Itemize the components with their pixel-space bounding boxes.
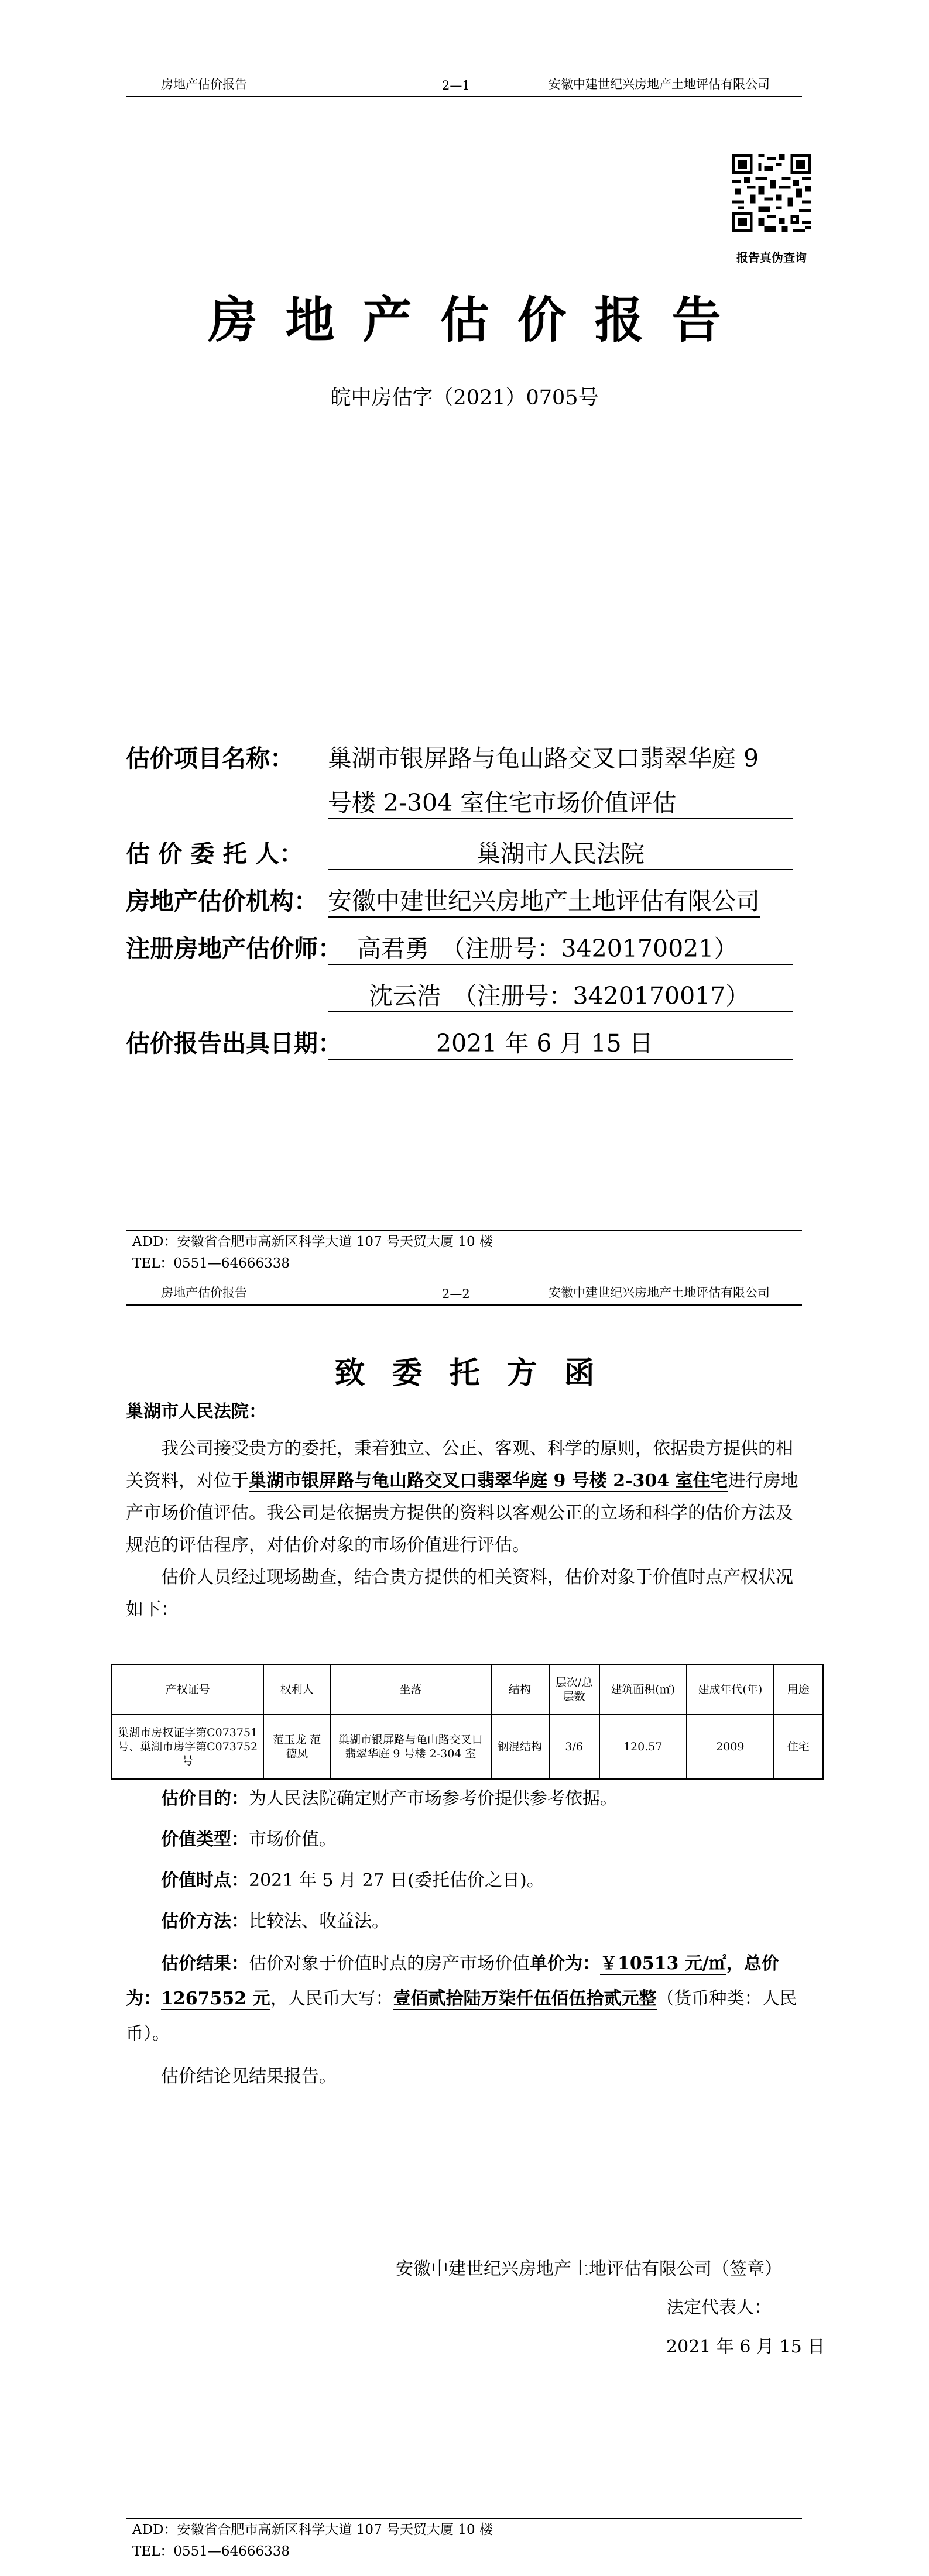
result-paragraph	[126, 1946, 805, 2052]
table-cell: 3/6	[549, 1715, 599, 1779]
page-header	[126, 76, 802, 97]
letter-title: 致委托方函	[334, 1355, 622, 1391]
footer-address: ADD：安徽省合肥市高新区科学大道 107 号天贸大厦 10 楼	[132, 2522, 493, 2537]
table-header-cell: 权利人	[263, 1664, 330, 1715]
value-time-text: 2021 年 5 月 27 日(委托估价之日)。	[249, 1870, 544, 1891]
header-page-number: 2—2	[442, 1287, 470, 1301]
project-value-line1: 巢湖市银屏路与龟山路交叉口翡翠华庭 9	[328, 744, 759, 772]
value-time-label: 价值时点：	[161, 1870, 249, 1891]
date-value-text: 2021 年 6 月 15 日	[436, 1029, 653, 1057]
table-header-cell: 建成年代(年)	[687, 1664, 774, 1715]
table-header-cell: 层次/总层数	[549, 1664, 599, 1715]
letter-date: 2021 年 6 月 15 日	[666, 2337, 825, 2357]
table-cell: 巢湖市银屏路与龟山路交叉口翡翠华庭 9 号楼 2-304 室	[330, 1715, 491, 1779]
table-header-row	[112, 1664, 823, 1715]
purpose-line	[126, 1782, 805, 1815]
header-page-number: 2—1	[442, 78, 470, 92]
result-upper: 壹佰贰拾陆万柒仟伍佰伍拾贰元整	[393, 1988, 657, 2009]
qr-caption: 报告真伪查询	[736, 250, 807, 265]
result-c: ，总价为：	[126, 1953, 779, 2009]
client-label: 估 价 委 托 人：	[126, 840, 304, 868]
document-number: 皖中房估字（2021）0705号	[330, 386, 599, 410]
conclusion-line: 估价结论见结果报告。	[161, 2066, 337, 2087]
salutation-text: 巢湖市人民法院：	[126, 1402, 266, 1422]
table-cell: 住宅	[774, 1715, 823, 1779]
client-value: 巢湖市人民法院	[328, 834, 793, 870]
project-value-line2: 号楼 2-304 室住宅市场价值评估	[328, 784, 793, 819]
table-cell: 巢湖市房权证字第C073751号、巢湖市房字第C073752号	[112, 1715, 263, 1779]
value-type-text: 市场价值。	[249, 1829, 337, 1850]
appraiser-1-text: 高君勇 （注册号：3420170021）	[357, 935, 738, 963]
result-label: 估价结果：	[161, 1953, 249, 1974]
table-header-cell: 用途	[774, 1664, 823, 1715]
agency-value: 安徽中建世纪兴房地产土地评估有限公司	[328, 882, 760, 918]
result-e: （货币种类：人民币）。	[126, 1988, 797, 2044]
page-footer	[126, 1230, 802, 1275]
method-text: 比较法、收益法。	[249, 1911, 389, 1932]
p1-a: 我公司接受贵方的委托，秉着独立、公正、客观、科学的原则，依据贵方提供的相关资料，对位于	[126, 1438, 793, 1491]
letter-paragraph-2: 估价人员经过现场勘查，结合贵方提供的相关资料，估价对象于价值时点产权状况如下：	[126, 1567, 793, 1620]
result-b: 单价为：	[530, 1953, 600, 1974]
company-signature: 安徽中建世纪兴房地产土地评估有限公司（签章）	[396, 2259, 782, 2279]
qr-code-icon[interactable]	[729, 151, 814, 235]
result-unit-price: ￥10513 元/㎡	[600, 1953, 726, 1974]
value-time-line	[126, 1864, 805, 1897]
report-title: 房地产估价报告	[208, 291, 749, 349]
table-cell: 钢混结构	[491, 1715, 549, 1779]
appraiser-2	[328, 977, 793, 1012]
project-label: 估价项目名称：	[126, 744, 294, 772]
footer-address: ADD：安徽省合肥市高新区科学大道 107 号天贸大厦 10 楼	[132, 1234, 493, 1249]
appraiser-label: 注册房地产估价师：	[126, 935, 342, 963]
agency-label: 房地产估价机构：	[126, 887, 318, 915]
date-label: 估价报告出具日期：	[126, 1029, 342, 1057]
p1-property: 巢湖市银屏路与龟山路交叉口翡翠华庭 9 号楼 2-304 室住宅	[249, 1471, 728, 1491]
table-header-cell: 产权证号	[112, 1664, 263, 1715]
value-type-line	[126, 1823, 805, 1856]
value-type-label: 价值类型：	[161, 1829, 249, 1850]
letter-salutation	[126, 1396, 805, 1428]
footer-tel: TEL：0551—64666338	[132, 2544, 290, 2559]
table-header-cell: 坐落	[330, 1664, 491, 1715]
page-header	[126, 1284, 802, 1306]
footer-tel: TEL：0551—64666338	[132, 1256, 290, 1271]
legal-representative: 法定代表人：	[666, 2297, 772, 2318]
method-line	[126, 1905, 805, 1938]
property-rights-table	[111, 1664, 824, 1780]
header-left: 房地产估价报告	[161, 77, 247, 91]
appraiser-1	[328, 929, 793, 965]
table-row	[112, 1715, 823, 1779]
header-company: 安徽中建世纪兴房地产土地评估有限公司	[549, 1286, 770, 1300]
table-header-cell: 结构	[491, 1664, 549, 1715]
result-total: 1267552 元	[161, 1988, 270, 2009]
table-cell: 120.57	[599, 1715, 687, 1779]
letter-paragraph-1	[126, 1433, 805, 1561]
table-cell: 2009	[687, 1715, 774, 1779]
table-header-cell: 建筑面积(㎡)	[599, 1664, 687, 1715]
header-company: 安徽中建世纪兴房地产土地评估有限公司	[549, 77, 770, 91]
purpose-text: 为人民法院确定财产市场参考价提供参考依据。	[249, 1788, 618, 1809]
result-a: 估价对象于价值时点的房产市场价值	[249, 1953, 530, 1974]
header-left: 房地产估价报告	[161, 1286, 247, 1300]
result-d: ，人民币大写：	[270, 1988, 393, 2009]
p1-c: 进行房地产市场价值评估。我公司是依据贵方提供的资料以客观公正的立场和科学的估价方法及规范的评估程序，对估价对象的市场价值进行评估。	[126, 1471, 798, 1555]
method-label: 估价方法：	[161, 1911, 249, 1932]
cover-page	[0, 0, 929, 1284]
date-value	[328, 1024, 793, 1060]
appraiser-2-text: 沈云浩 （注册号：3420170017）	[369, 982, 750, 1010]
table-cell: 范玉龙 范德凤	[263, 1715, 330, 1779]
page-footer	[126, 2518, 802, 2563]
purpose-label: 估价目的：	[161, 1788, 249, 1809]
